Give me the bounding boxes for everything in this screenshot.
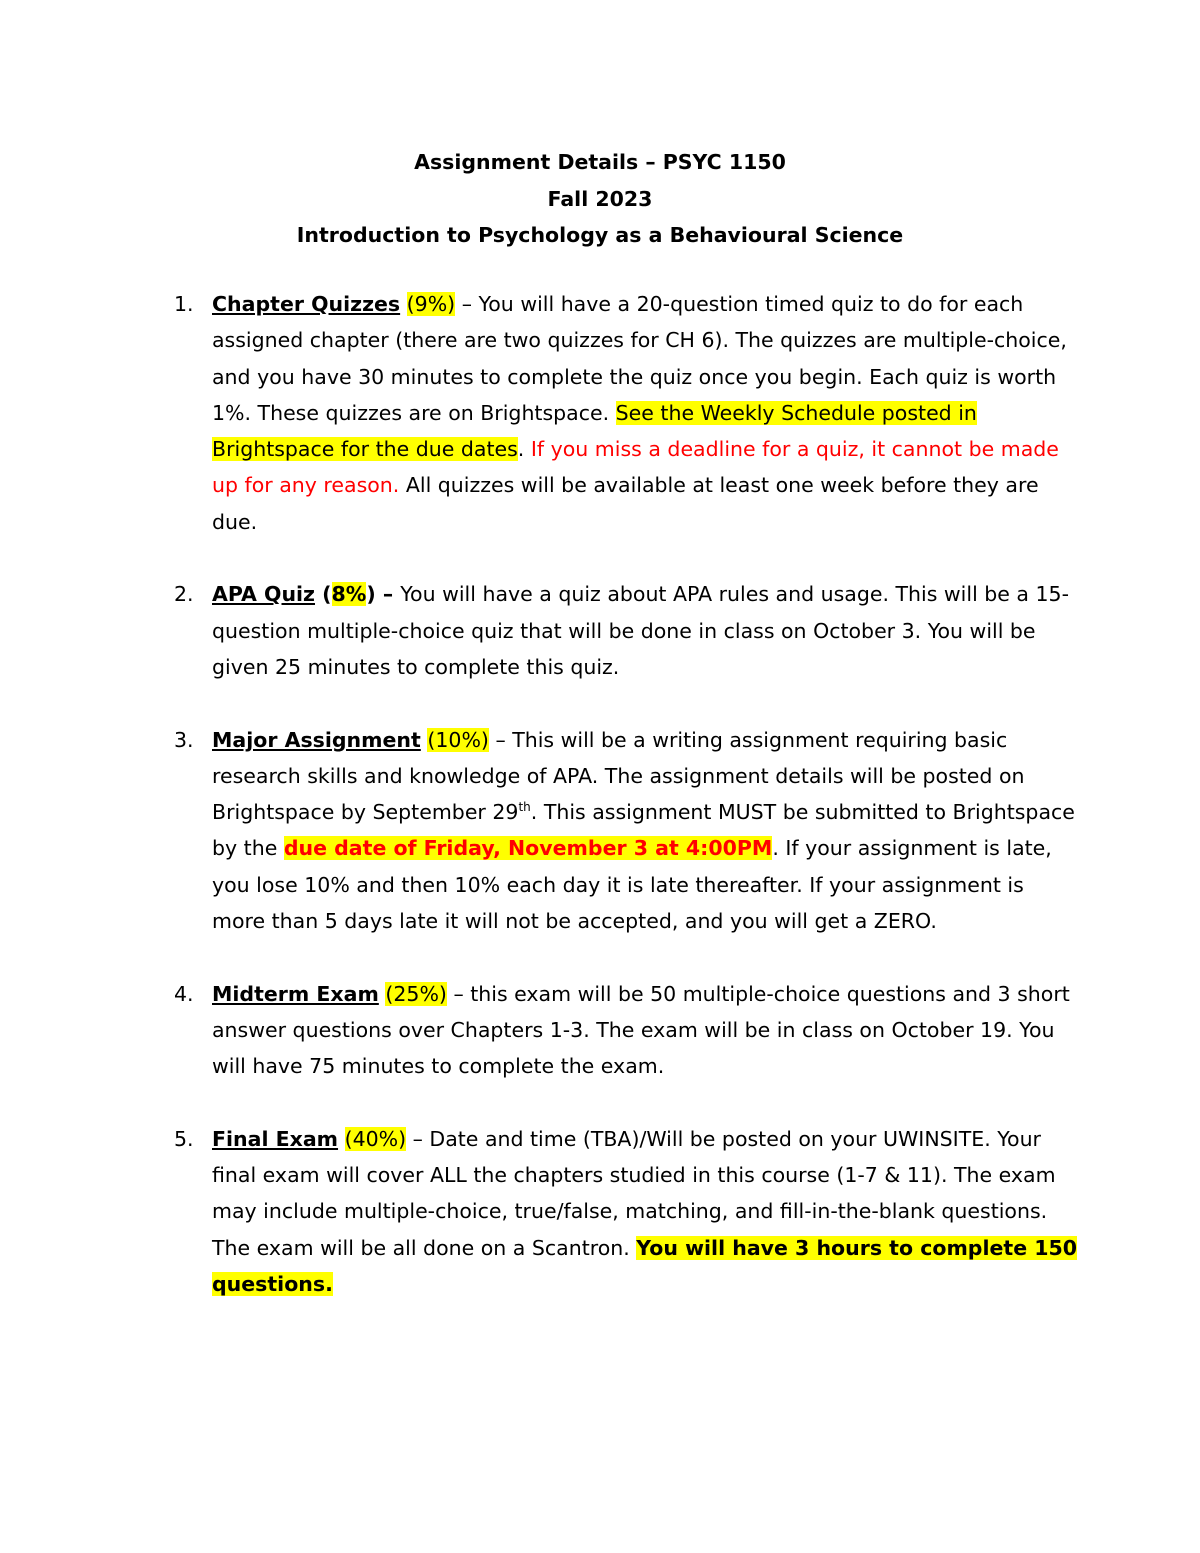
item-title: Midterm Exam [212, 981, 379, 1006]
item-weight: (10%) [427, 727, 489, 752]
item-text: . If your assignment is late, you lose 10% and then 10% each day it is late thereafter. If your assignment is more than 5 days late it will not be accepted, and you will get a ZERO. [212, 836, 1052, 934]
list-item-final-exam [174, 1121, 1082, 1302]
item-weight: (25%) [385, 981, 447, 1006]
item-text: – This will be a writing assignment requiring basic research skills and knowledge of APA. The assignment details will be posted on Brightspace by September 29 [212, 727, 1025, 825]
item-title: APA Quiz [212, 582, 315, 607]
item-weight-open: ( [315, 582, 332, 607]
item-text: – this exam will be 50 multiple-choice questions and 3 short answer questions over Chapters 1-3. The exam will be in class on October 19. You will have 75 minutes to complete the exam. [212, 981, 1070, 1079]
ordinal-suffix: th [518, 800, 531, 815]
item-text: – Date and time (TBA)/Will be posted on your UWINSITE. Your final exam will cover ALL the chapters studied in this course (1-7 & 11). The exam may include multiple-choice, true/false, matching, and fill-in-the-blank questions. The exam will be all done on a Scantron. [212, 1126, 1056, 1260]
document-title: Assignment Details – PSYC 1150 [414, 150, 786, 174]
item-weight-close: ) – [366, 582, 401, 607]
list-item-midterm-exam [174, 976, 1082, 1085]
item-weight: (40%) [344, 1126, 407, 1151]
document-header [0, 144, 1200, 254]
course-name: Introduction to Psychology as a Behavioural Science [296, 223, 904, 247]
item-text: All quizzes will be available at least one week before they are due. [212, 473, 1039, 534]
item-number: 3. [174, 727, 194, 752]
item-number: 4. [174, 981, 194, 1006]
item-number: 1. [174, 292, 194, 316]
item-title: Final Exam [212, 1126, 339, 1151]
item-text: . [517, 437, 531, 462]
warning-text: If you miss a deadline for a quiz, it cannot be made up for any reason. [212, 437, 1059, 498]
assignment-list [174, 286, 1082, 1339]
item-text: . This assignment MUST be submitted to Brightspace by the [212, 800, 1075, 861]
item-weight: (9%) [406, 292, 456, 316]
item-weight: 8% [331, 582, 367, 607]
item-title: Major Assignment [212, 727, 421, 752]
list-item-apa-quiz [174, 576, 1082, 685]
item-number: 5. [174, 1126, 194, 1151]
list-item-major-assignment [174, 722, 1082, 940]
term-label: Fall 2023 [547, 186, 653, 211]
item-number: 2. [174, 582, 194, 607]
item-text: You will have a quiz about APA rules and usage. This will be a 15-question multiple-choice quiz that will be done in class on October 3. You will be given 25 minutes to complete this quiz. [212, 582, 1069, 679]
highlighted-note: See the Weekly Schedule posted in Brightspace for the due dates [212, 400, 977, 462]
highlighted-note: You will have 3 hours to complete 150 questions. [212, 1235, 1078, 1297]
list-item-chapter-quizzes [174, 286, 1082, 540]
item-title: Chapter Quizzes [212, 292, 401, 316]
due-date-note: due date of Friday, November 3 at 4:00PM [283, 836, 773, 861]
item-text: – You will have a 20-question timed quiz to do for each assigned chapter (there are two quizzes for CH 6). The quizzes are multiple-choice, and you have 30 minutes to complete the quiz once you begin. Each quiz is worth 1%. These quizzes are on Brightspace. [212, 292, 1067, 425]
